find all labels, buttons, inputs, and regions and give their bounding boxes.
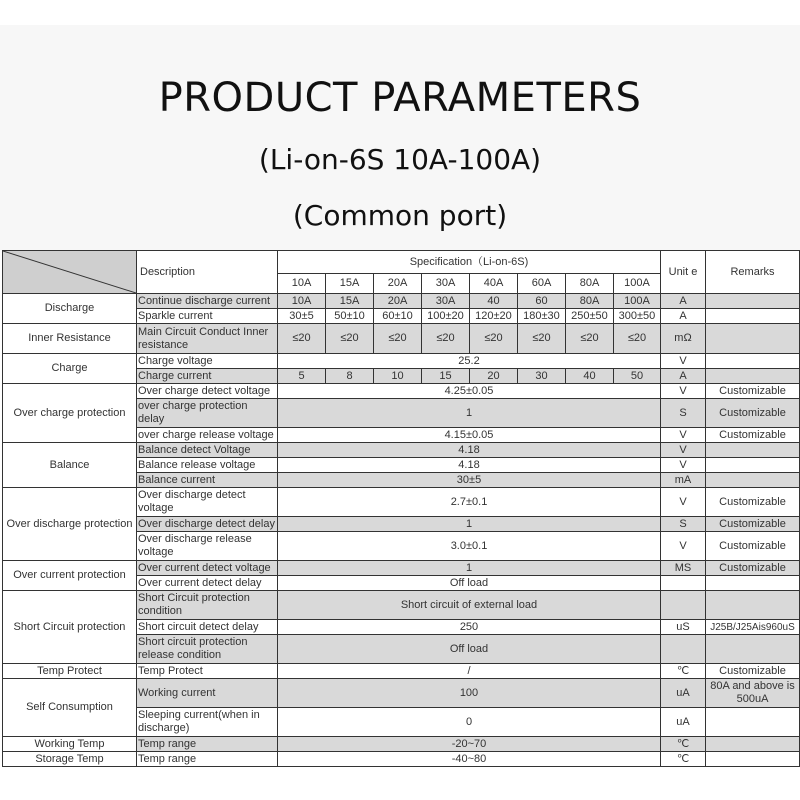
cell-unit: uA (661, 679, 706, 708)
cell-value: ≤20 (422, 324, 470, 354)
cell-value: 15A (326, 294, 374, 309)
page-subtitle-model: (Li-on-6S 10A-100A) (258, 143, 542, 176)
cell-remark: J25B/J25Ais960uS (706, 620, 800, 635)
cell-unit: S (661, 399, 706, 428)
row-description: Over current detect voltage (137, 561, 278, 576)
cell-value: 8 (326, 369, 374, 384)
table-row (3, 752, 800, 767)
category-discharge: Discharge (3, 294, 137, 324)
cell-value: ≤20 (470, 324, 518, 354)
cell-value: 50 (614, 369, 661, 384)
category-over-current: Over current protection (3, 561, 137, 591)
diagonal-line-icon (3, 251, 136, 293)
header-unit: Unit e (661, 251, 706, 294)
cell-unit: mΩ (661, 324, 706, 354)
header-amp: 15A (326, 274, 374, 294)
header-amp: 10A (278, 274, 326, 294)
cell-unit: MS (661, 561, 706, 576)
cell-value: 4.18 (278, 443, 661, 458)
page-subtitle-port: (Common port) (292, 199, 508, 232)
cell-value: 1 (278, 517, 661, 532)
cell-remark (706, 309, 800, 324)
category-over-discharge: Over discharge protection (3, 488, 137, 561)
row-description: Short circuit protection release condition (137, 635, 278, 664)
cell-unit (661, 591, 706, 620)
cell-unit (661, 635, 706, 664)
cell-value: 60±10 (374, 309, 422, 324)
cell-value: 20A (374, 294, 422, 309)
category-storage-temp: Storage Temp (3, 752, 137, 767)
cell-value: 1 (278, 561, 661, 576)
cell-value: 30A (422, 294, 470, 309)
table-row (3, 664, 800, 679)
cell-value: 30±5 (278, 473, 661, 488)
header-amp: 30A (422, 274, 470, 294)
cell-unit: uS (661, 620, 706, 635)
table-row (3, 488, 800, 517)
cell-remark: Customizable (706, 384, 800, 399)
cell-value: 15 (422, 369, 470, 384)
header-specification: Specification（Li-on-6S) (278, 251, 661, 274)
cell-unit: uA (661, 708, 706, 737)
cell-value: -20~70 (278, 737, 661, 752)
cell-remark: Customizable (706, 561, 800, 576)
cell-value: -40~80 (278, 752, 661, 767)
category-over-charge: Over charge protection (3, 384, 137, 443)
row-description: Short circuit detect delay (137, 620, 278, 635)
cell-remark (706, 576, 800, 591)
cell-value: 40 (470, 294, 518, 309)
row-description: Over discharge detect voltage (137, 488, 278, 517)
row-description: Over discharge detect delay (137, 517, 278, 532)
cell-unit: V (661, 384, 706, 399)
table-row (3, 354, 800, 369)
header-amp: 40A (470, 274, 518, 294)
row-description: Over current detect delay (137, 576, 278, 591)
row-description: Balance detect Voltage (137, 443, 278, 458)
cell-value: 60 (518, 294, 566, 309)
cell-unit: V (661, 488, 706, 517)
cell-remark (706, 324, 800, 354)
cell-remark (706, 752, 800, 767)
cell-remark (706, 591, 800, 620)
header-amp: 80A (566, 274, 614, 294)
cell-unit: V (661, 458, 706, 473)
category-short-circuit: Short Circuit protection (3, 591, 137, 664)
page-title: PRODUCT PARAMETERS (158, 75, 642, 121)
cell-value: 40 (566, 369, 614, 384)
cell-value: ≤20 (518, 324, 566, 354)
cell-value: ≤20 (614, 324, 661, 354)
cell-remark: Customizable (706, 532, 800, 561)
row-description: Temp range (137, 752, 278, 767)
row-description: Continue discharge current (137, 294, 278, 309)
cell-value: ≤20 (326, 324, 374, 354)
row-description: Sparkle current (137, 309, 278, 324)
cell-value: Off load (278, 576, 661, 591)
cell-remark: Customizable (706, 399, 800, 428)
row-description: Short Circuit protection condition (137, 591, 278, 620)
cell-remark (706, 708, 800, 737)
row-description: Temp Protect (137, 664, 278, 679)
cell-remark: Customizable (706, 428, 800, 443)
cell-unit: A (661, 309, 706, 324)
row-description: Working current (137, 679, 278, 708)
cell-remark (706, 635, 800, 664)
row-description: over charge protection delay (137, 399, 278, 428)
header-amp: 100A (614, 274, 661, 294)
cell-remark (706, 354, 800, 369)
cell-unit: S (661, 517, 706, 532)
cell-unit: ℃ (661, 737, 706, 752)
cell-value: 80A (566, 294, 614, 309)
row-description: Temp range (137, 737, 278, 752)
cell-unit (661, 576, 706, 591)
header-description: Description (137, 251, 278, 294)
cell-unit: V (661, 443, 706, 458)
table-row (3, 294, 800, 309)
cell-value: 30 (518, 369, 566, 384)
cell-remark (706, 443, 800, 458)
cell-value: / (278, 664, 661, 679)
category-charge: Charge (3, 354, 137, 384)
cell-unit: ℃ (661, 752, 706, 767)
cell-value: 50±10 (326, 309, 374, 324)
cell-unit: V (661, 532, 706, 561)
parameters-table (2, 250, 800, 767)
cell-value: 4.15±0.05 (278, 428, 661, 443)
row-description: Charge current (137, 369, 278, 384)
cell-value: ≤20 (566, 324, 614, 354)
table-row (3, 384, 800, 399)
cell-value: 30±5 (278, 309, 326, 324)
cell-unit: V (661, 428, 706, 443)
cell-remark: Customizable (706, 664, 800, 679)
cell-unit: V (661, 354, 706, 369)
cell-remark (706, 369, 800, 384)
table-row (3, 679, 800, 708)
cell-value: 250±50 (566, 309, 614, 324)
cell-value: 25.2 (278, 354, 661, 369)
cell-remark: Customizable (706, 488, 800, 517)
cell-remark: Customizable (706, 517, 800, 532)
cell-value: 2.7±0.1 (278, 488, 661, 517)
category-self-consumption: Self Consumption (3, 679, 137, 737)
cell-unit: ℃ (661, 664, 706, 679)
table-row (3, 737, 800, 752)
cell-value: 20 (470, 369, 518, 384)
cell-unit: A (661, 369, 706, 384)
cell-value: 0 (278, 708, 661, 737)
header-corner-cell (3, 251, 137, 294)
cell-unit: A (661, 294, 706, 309)
table-row (3, 561, 800, 576)
row-description: over charge release voltage (137, 428, 278, 443)
row-description: Main Circuit Conduct Inner resistance (137, 324, 278, 354)
cell-value: 4.18 (278, 458, 661, 473)
cell-value: 300±50 (614, 309, 661, 324)
cell-value: 1 (278, 399, 661, 428)
cell-value: Short circuit of external load (278, 591, 661, 620)
header-amp: 60A (518, 274, 566, 294)
table-row (3, 443, 800, 458)
cell-value: ≤20 (278, 324, 326, 354)
cell-value: 120±20 (470, 309, 518, 324)
cell-value: 100A (614, 294, 661, 309)
category-working-temp: Working Temp (3, 737, 137, 752)
cell-value: 10A (278, 294, 326, 309)
cell-remark (706, 294, 800, 309)
category-inner-resistance: Inner Resistance (3, 324, 137, 354)
cell-value: 10 (374, 369, 422, 384)
row-description: Balance release voltage (137, 458, 278, 473)
cell-remark (706, 458, 800, 473)
row-description: Over charge detect voltage (137, 384, 278, 399)
cell-remark: 80A and above is 500uA (706, 679, 800, 708)
category-temp-protect: Temp Protect (3, 664, 137, 679)
table-row (3, 591, 800, 620)
row-description: Sleeping current(when in discharge) (137, 708, 278, 737)
table-row (3, 324, 800, 354)
cell-value: 100 (278, 679, 661, 708)
cell-value: 100±20 (422, 309, 470, 324)
header-remarks: Remarks (706, 251, 800, 294)
cell-value: ≤20 (374, 324, 422, 354)
cell-value: Off load (278, 635, 661, 664)
cell-value: 4.25±0.05 (278, 384, 661, 399)
cell-value: 250 (278, 620, 661, 635)
cell-remark (706, 737, 800, 752)
cell-unit: mA (661, 473, 706, 488)
row-description: Over discharge release voltage (137, 532, 278, 561)
cell-value: 5 (278, 369, 326, 384)
category-balance: Balance (3, 443, 137, 488)
cell-value: 180±30 (518, 309, 566, 324)
table-header-row (3, 251, 800, 274)
header-amp: 20A (374, 274, 422, 294)
cell-value: 3.0±0.1 (278, 532, 661, 561)
row-description: Balance current (137, 473, 278, 488)
cell-remark (706, 473, 800, 488)
row-description: Charge voltage (137, 354, 278, 369)
